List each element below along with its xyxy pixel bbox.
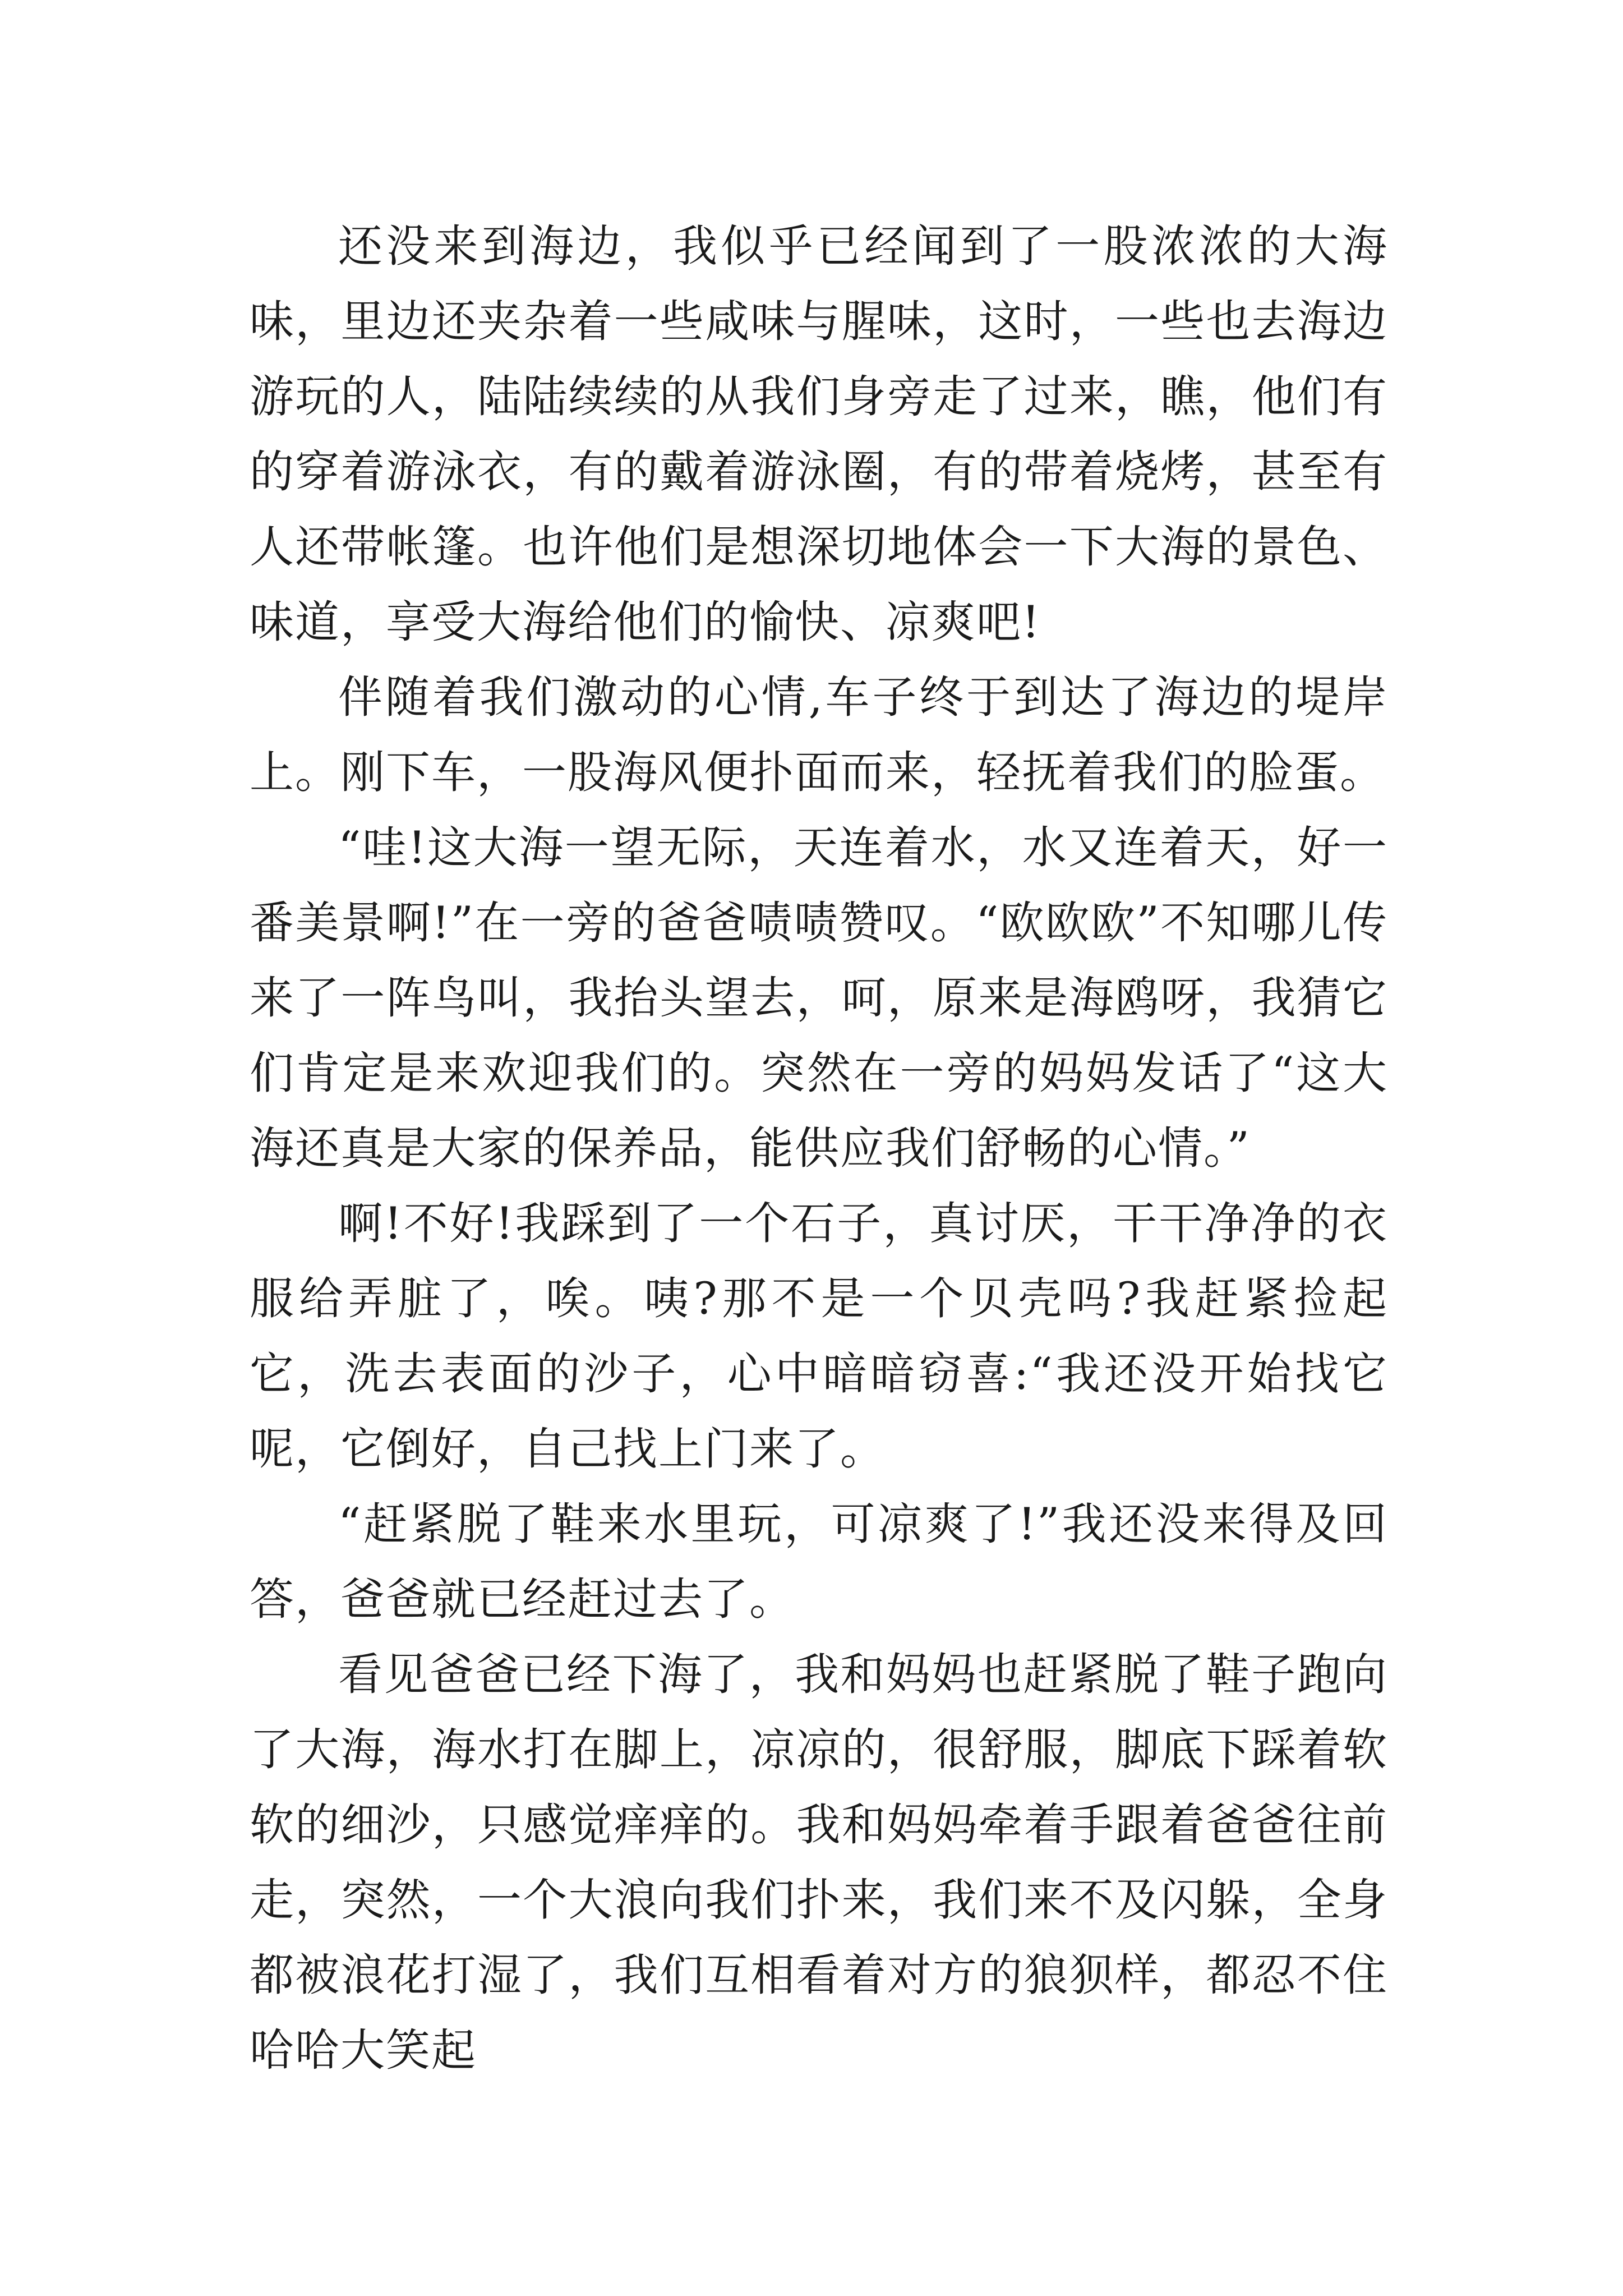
paragraph-2: 伴随着我们激动的心情,车子终于到达了海边的堤岸上。刚下车，一股海风便扑面而来，轻抚着我们的脸蛋。 (250, 671, 1388, 798)
paragraph-4: 啊!不好!我踩到了一个石子，真讨厌，干干净净的衣服给弄脏了，唉。咦?那不是一个贝壳吗?我赶紧捡起它，洗去表面的沙子，心中暗暗窃喜:“我还没开始找它呢，它倒好，自己找上门来了。 (250, 1198, 1388, 1475)
paragraph-1: 还没来到海边，我似乎已经闻到了一股浓浓的大海味，里边还夹杂着一些咸味与腥味，这时，一些也去海边游玩的人，陆陆续续的从我们身旁走了过来，瞧，他们有的穿着游泳衣，有的戴着游泳圈，有的带着烧烤，甚至有人还带帐篷。也许他们是想深切地体会一下大海的景色、味道，享受大海给他们的愉快、凉爽吧! (250, 220, 1388, 648)
paragraph-6: 看见爸爸已经下海了，我和妈妈也赶紧脱了鞋子跑向了大海，海水打在脚上，凉凉的，很舒服，脚底下踩着软软的细沙，只感觉痒痒的。我和妈妈牵着手跟着爸爸往前走，突然，一个大浪向我们扑来，我们来不及闪躲，全身都被浪花打湿了，我们互相看着对方的狼狈样，都忍不住哈哈大笑起 (250, 1649, 1388, 2076)
body-text (250, 209, 1388, 2088)
paragraph-5: “赶紧脱了鞋来水里玩，可凉爽了!”我还没来得及回答，爸爸就已经赶过去了。 (250, 1498, 1388, 1625)
paragraph-3: “哇!这大海一望无际，天连着水，水又连着天，好一番美景啊!”在一旁的爸爸啧啧赞叹。“欧欧欧”不知哪儿传来了一阵鸟叫，我抬头望去，呵，原来是海鸥呀，我猜它们肯定是来欢迎我们的。突然在一旁的妈妈发话了“这大海还真是大家的保养品，能供应我们舒畅的心情。” (250, 822, 1388, 1174)
